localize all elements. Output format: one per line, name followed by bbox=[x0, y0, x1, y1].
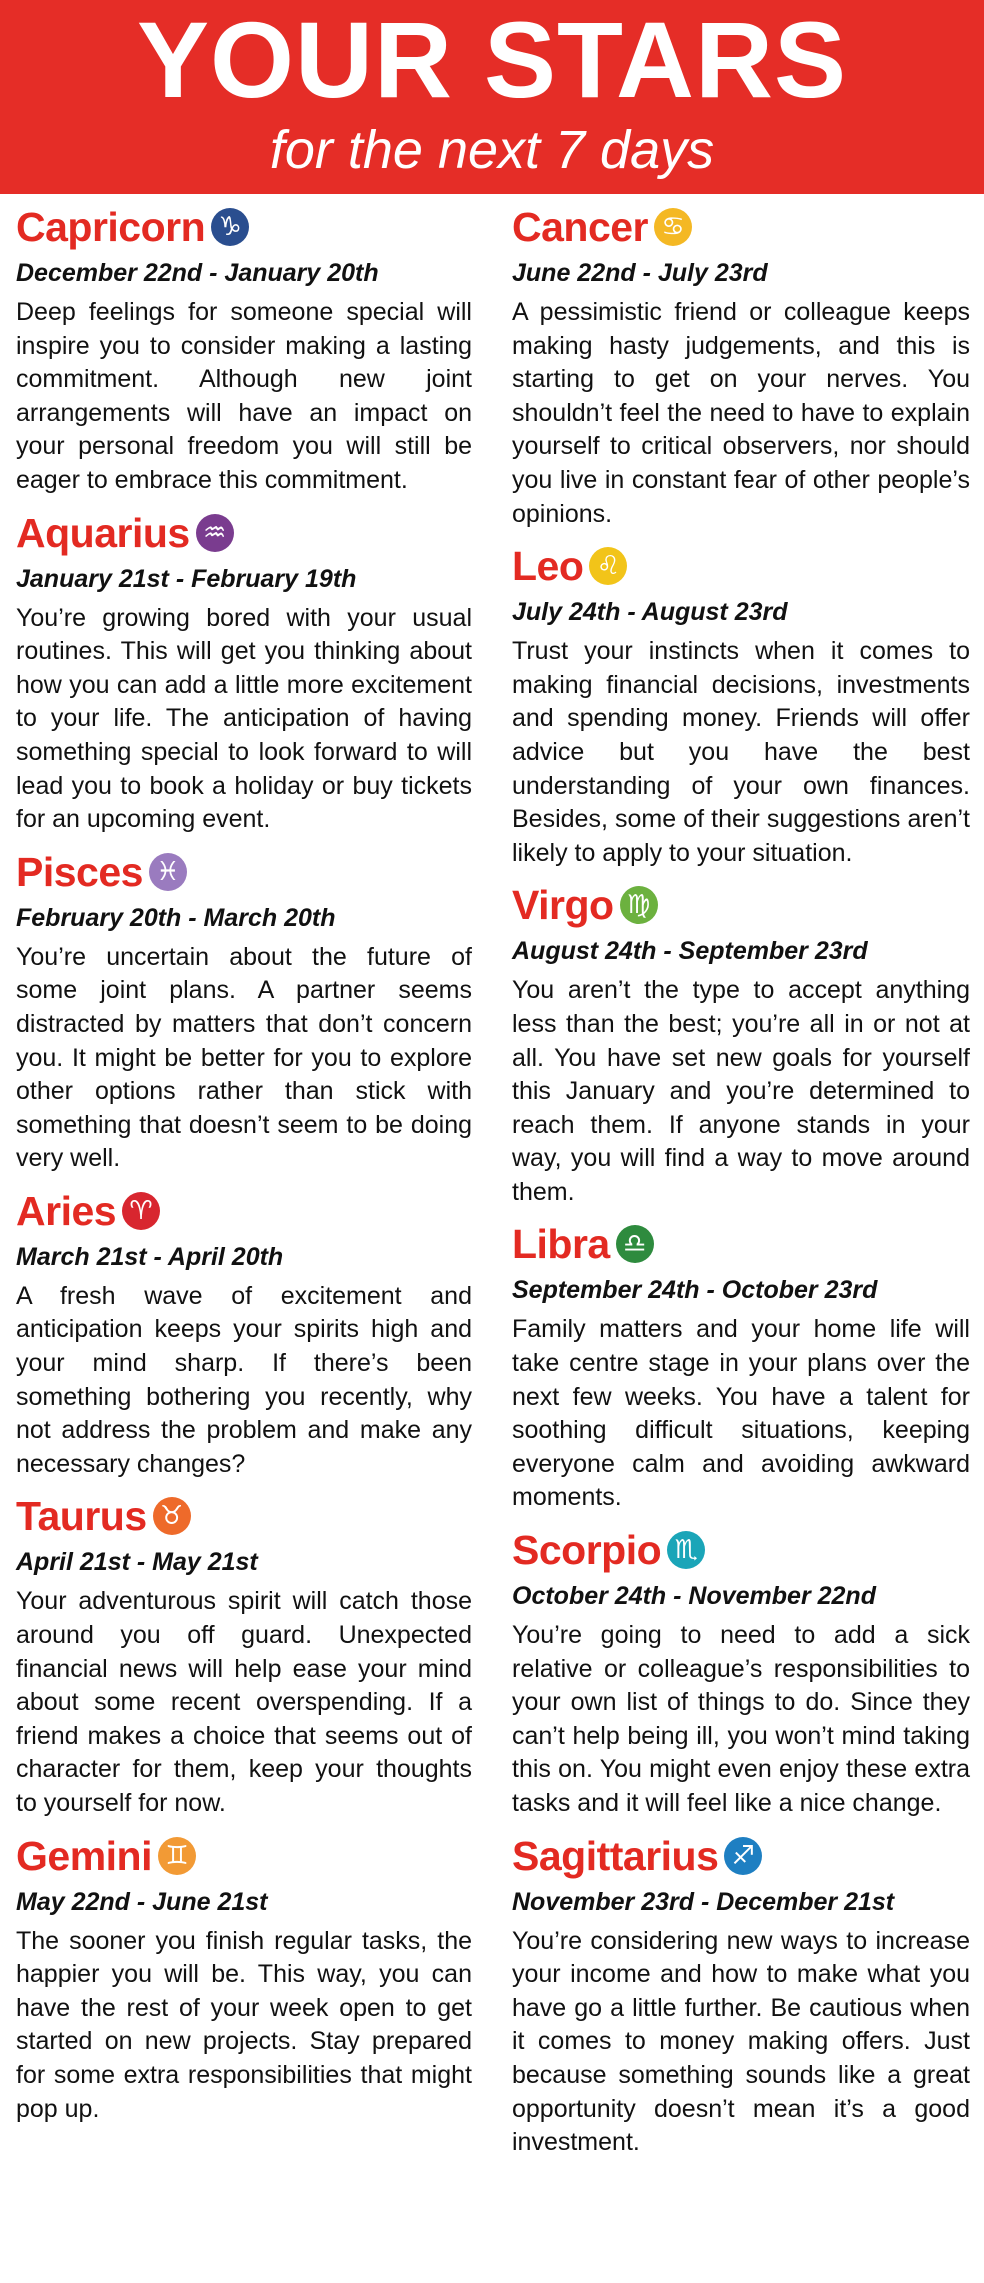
sign-name: Aries bbox=[16, 1187, 117, 1234]
aquarius-symbol-icon: ♒︎ bbox=[196, 514, 234, 552]
horoscope-text: You’re uncertain about the future of some joint plans. A partner seems distracted by matters that don’t concern you. It might be better for you to explore other options rather than stick with something that doesn’t seem to be doing very well. bbox=[16, 942, 472, 1173]
sign-dates: August 24th - September 23rd bbox=[512, 937, 868, 966]
horoscope-aries bbox=[16, 1182, 472, 1482]
sign-name: Gemini bbox=[16, 1832, 152, 1879]
sign-heading bbox=[512, 1215, 970, 1273]
capricorn-symbol-icon: ♑︎ bbox=[211, 208, 249, 246]
sign-heading bbox=[512, 1521, 970, 1579]
sign-dates: June 22nd - July 23rd bbox=[512, 259, 768, 287]
sign-name: Libra bbox=[512, 1221, 610, 1268]
sign-dates: September 24th - October 23rd bbox=[512, 1276, 878, 1305]
horoscope-aquarius bbox=[16, 504, 472, 837]
left-column bbox=[16, 198, 472, 2132]
horoscope-text: A fresh wave of excitement and anticipation keeps your spirits high and your mind sharp. If there’s been something bothering you recently, why not address the problem and make any necessary changes? bbox=[16, 1281, 472, 1478]
sign-name: Taurus bbox=[16, 1493, 147, 1540]
sign-heading bbox=[512, 876, 970, 934]
virgo-symbol-icon: ♍︎ bbox=[620, 886, 658, 924]
sign-name: Aquarius bbox=[16, 509, 190, 556]
horoscope-text: Trust your instincts when it comes to making financial decisions, investments and spending money. Friends will offer advice but you have the best understanding of your own finances. Besides, some of their suggestions aren’t likely to apply to your situation. bbox=[512, 637, 970, 867]
horoscope-text: You’re growing bored with your usual routines. This will get you thinking about how you can add a little more excitement to your life. The anticipation of having something special to look forward to will lead you to book a holiday or buy tickets for an upcoming event. bbox=[16, 603, 472, 834]
sign-heading bbox=[16, 1487, 472, 1545]
aries-symbol-icon: ♈︎ bbox=[122, 1192, 160, 1230]
sign-name: Leo bbox=[512, 543, 584, 590]
horoscope-text: Deep feelings for someone special will inspire you to consider making a lasting commitment. Although new joint arrangements will have an impact on your personal freedom you will still be eager to embrace this commitment. bbox=[16, 298, 472, 494]
horoscope-virgo bbox=[512, 876, 970, 1209]
horoscope-text: Family matters and your home life will take centre stage in your plans over the next few weeks. You have a talent for soothing difficult situations, keeping everyone calm and avoiding awkward moments. bbox=[512, 1315, 970, 1512]
sign-dates: December 22nd - January 20th bbox=[16, 259, 379, 287]
sign-name: Pisces bbox=[16, 848, 143, 895]
horoscope-scorpio bbox=[512, 1521, 970, 1821]
page-title: YOUR STARS bbox=[136, 0, 848, 120]
sign-heading bbox=[16, 843, 472, 901]
horoscope-text: You’re going to need to add a sick relative or colleague’s responsibilities to your own list of things to do. Since they can’t help being ill, you won’t mind taking this on. You might even enjoy these extra tasks and it will feel like a nice change. bbox=[512, 1621, 970, 1817]
sign-dates: October 24th - November 22nd bbox=[512, 1582, 876, 1611]
sign-dates: February 20th - March 20th bbox=[16, 903, 336, 932]
right-column bbox=[512, 198, 970, 2166]
sign-dates: May 22nd - June 21st bbox=[16, 1887, 268, 1916]
sign-heading bbox=[512, 198, 970, 256]
pisces-symbol-icon: ♓︎ bbox=[149, 853, 187, 891]
sign-heading bbox=[512, 537, 970, 595]
header-banner bbox=[0, 0, 984, 194]
page-subtitle: for the next 7 days bbox=[269, 120, 715, 180]
horoscope-text: A pessimistic friend or colleague keeps making hasty judgements, and this is starting to get on your nerves. You shouldn’t feel the need to have to explain yourself to critical observers, nor should you live in constant fear of other people’s opinions. bbox=[512, 298, 970, 528]
sign-dates: March 21st - April 20th bbox=[16, 1242, 284, 1271]
horoscope-capricorn bbox=[16, 198, 472, 498]
leo-symbol-icon: ♌︎ bbox=[589, 547, 627, 585]
horoscope-cancer bbox=[512, 198, 970, 531]
cancer-symbol-icon: ♋︎ bbox=[654, 208, 692, 246]
sign-name: Capricorn bbox=[16, 204, 206, 250]
scorpio-symbol-icon: ♏︎ bbox=[667, 1531, 705, 1569]
taurus-symbol-icon: ♉︎ bbox=[153, 1497, 191, 1535]
horoscope-text: You’re considering new ways to increase your income and how to make what you have go a little further. Be cautious when it comes to money making offers. Just because something sounds like a great opportunity doesn’t mean it’s a good investment. bbox=[512, 1926, 970, 2157]
horoscope-pisces bbox=[16, 843, 472, 1176]
sign-dates: November 23rd - December 21st bbox=[512, 1887, 895, 1916]
sign-name: Cancer bbox=[512, 204, 649, 250]
sign-dates: July 24th - August 23rd bbox=[512, 598, 788, 627]
horoscope-leo bbox=[512, 537, 970, 870]
sign-dates: January 21st - February 19th bbox=[16, 564, 357, 593]
sign-name: Sagittarius bbox=[512, 1832, 719, 1879]
horoscope-sagittarius bbox=[512, 1827, 970, 2160]
horoscope-text: Your adventurous spirit will catch those around you off guard. Unexpected financial news will help ease your mind about some recent overspending. If a friend makes a choice that seems out of character for them, keep your thoughts to yourself for now. bbox=[16, 1587, 472, 1817]
sign-heading bbox=[16, 198, 472, 256]
horoscope-libra bbox=[512, 1215, 970, 1515]
horoscope-text: You aren’t the type to accept anything less than the best; you’re all in or not at all. You have set new goals for yourself this January and you’re determined to reach them. If anyone stands in your way, you will find a way to move around them. bbox=[512, 976, 970, 1206]
sign-heading bbox=[512, 1827, 970, 1885]
horoscope-text: The sooner you finish regular tasks, the happier you will be. This way, you can have the rest of your week open to get started on new projects. Stay prepared for some extra responsibilities that might pop up. bbox=[16, 1926, 472, 2123]
libra-symbol-icon: ♎︎ bbox=[616, 1225, 654, 1263]
sign-heading bbox=[16, 504, 472, 562]
sign-dates: April 21st - May 21st bbox=[16, 1548, 258, 1577]
sign-heading bbox=[16, 1827, 472, 1885]
sign-heading bbox=[16, 1182, 472, 1240]
sagittarius-symbol-icon: ♐︎ bbox=[724, 1837, 762, 1875]
sign-name: Virgo bbox=[512, 882, 614, 929]
horoscope-gemini bbox=[16, 1827, 472, 2127]
horoscope-taurus bbox=[16, 1487, 472, 1820]
gemini-symbol-icon: ♊︎ bbox=[158, 1837, 196, 1875]
sign-name: Scorpio bbox=[512, 1527, 662, 1574]
